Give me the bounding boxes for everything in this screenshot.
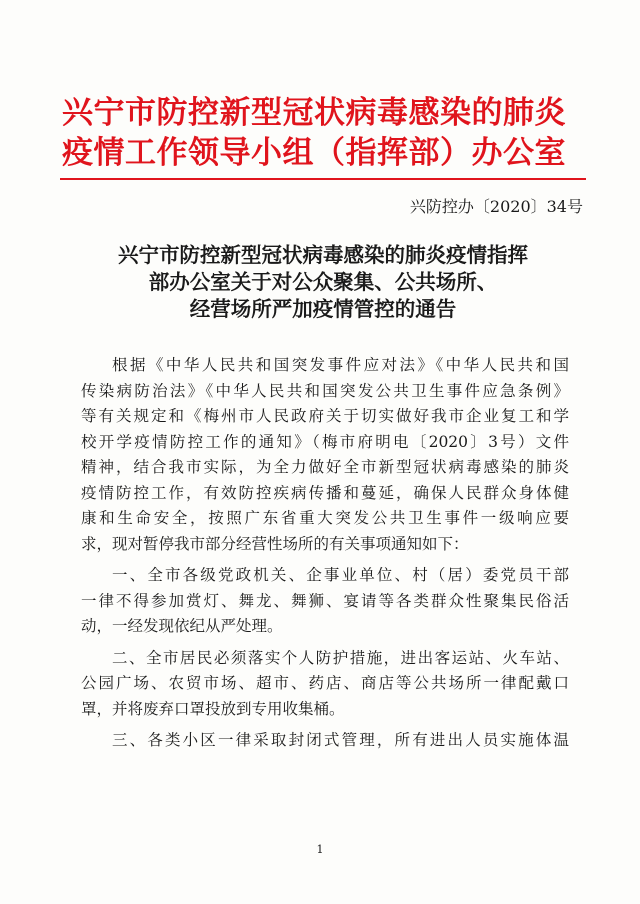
document-number: 兴防控办〔2020〕34号 [409,197,583,216]
page-number: 1 [316,843,324,856]
header-title-line-1: 兴宁市防控新型冠状病毒感染的肺炎 [62,95,566,131]
body-line: 一律不得参加赏灯、舞龙、舞狮、宴请等各类群众性聚集民俗活 [81,591,569,610]
red-divider-rule [60,178,586,180]
body-line: 疫情防控工作，有效防控疾病传播和蔓延，确保人民群众身体健 [81,483,569,502]
body-line: 精神，结合我市实际，为全力做好全市新型冠状病毒感染的肺炎 [81,458,569,476]
paragraph-preamble [81,353,569,557]
body-line: 等有关规定和《梅州市人民政府关于切实做好我市企业复工和学 [81,407,569,425]
body-line: 罩，并将废弃口罩投放到专用收集桶。 [81,699,345,718]
body-line: 一、全市各级党政机关、企事业单位、村（居）委党员干部 [112,566,569,584]
body-line: 动，一经发现依纪从严处理。 [81,617,283,635]
notice-body [81,353,569,754]
body-line: 求，现对暂停我市部分经营性场所的有关事项通知如下： [81,534,469,553]
body-line: 根据《中华人民共和国突发事件应对法》《中华人民共和国 [112,356,569,374]
body-line: 校开学疫情防控工作的通知》（梅市府明电〔2020〕3号）文件 [81,432,569,451]
body-line: 二、全市居民必须落实个人防护措施，进出客运站、火车站、 [112,648,569,667]
notice-title [60,242,586,323]
paragraph-item-1 [81,563,569,640]
body-line: 传染病防治法》《中华人民共和国突发公共卫生事件应急条例》 [81,381,569,400]
body-line: 公园广场、农贸市场、超市、药店、商店等公共场所一律配戴口 [81,674,569,692]
notice-title-line-3: 经营场所严加疫情管控的通告 [189,297,457,321]
paragraph-item-2 [81,646,569,723]
body-line: 三、各类小区一律采取封闭式管理，所有进出人员实施体温 [112,731,569,749]
body-line: 康和生命安全，按照广东省重大突发公共卫生事件一级响应要 [81,509,569,527]
notice-title-line-1: 兴宁市防控新型冠状病毒感染的肺炎疫情指挥 [118,243,528,267]
paragraph-item-3 [81,728,569,754]
header-title-line-2: 疫情工作领导小组（指挥部）办公室 [62,135,566,171]
notice-title-line-2: 部办公室关于对公众聚集、公共场所、 [148,270,498,294]
